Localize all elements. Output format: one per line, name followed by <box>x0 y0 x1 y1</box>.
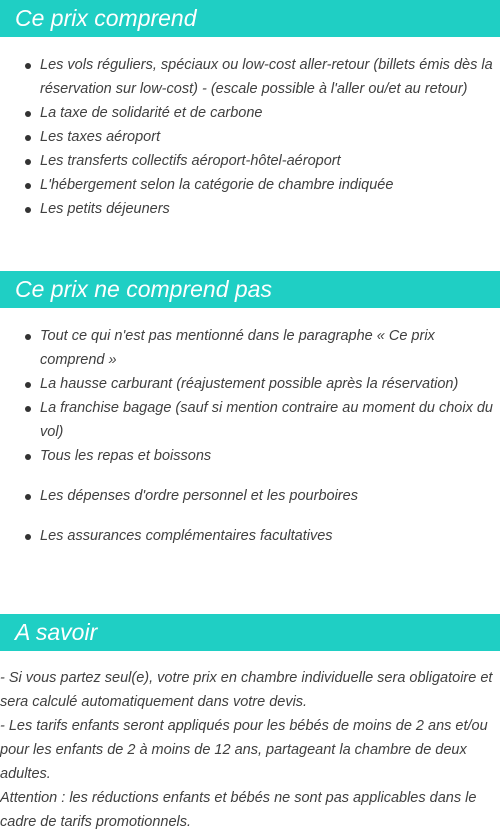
list-item: Les assurances complémentaires facultatives <box>0 524 500 548</box>
bullet-icon <box>25 534 31 540</box>
list-item: Les dépenses d'ordre personnel et les pourboires <box>0 484 500 508</box>
bullet-icon <box>25 63 31 69</box>
section-header-excludes: Ce prix ne comprend pas <box>0 271 500 308</box>
bullet-icon <box>25 207 31 213</box>
list-item: La taxe de solidarité et de carbone <box>0 101 500 125</box>
bullet-icon <box>25 135 31 141</box>
list-item: Tous les repas et boissons <box>0 444 500 468</box>
list-item: La franchise bagage (sauf si mention contraire au moment du choix du vol) <box>0 396 500 444</box>
info-line: - Les tarifs enfants seront appliqués pour les bébés de moins de 2 ans et/ou pour les enfants de 2 à moins de 12 ans, partageant la chambre de deux adultes. <box>0 718 488 782</box>
list-item: Les petits déjeuners <box>0 197 500 221</box>
list-item: Les taxes aéroport <box>0 125 500 149</box>
list-item: La hausse carburant (réajustement possible après la réservation) <box>0 372 500 396</box>
bullet-icon <box>25 183 31 189</box>
list-item: Tout ce qui n'est pas mentionné dans le paragraphe « Ce prix comprend » <box>0 324 500 372</box>
section-header-includes: Ce prix comprend <box>0 0 500 37</box>
bullet-icon <box>25 454 31 460</box>
list-item: Les transferts collectifs aéroport-hôtel-aéroport <box>0 149 500 173</box>
list-item: L'hébergement selon la catégorie de chambre indiquée <box>0 173 500 197</box>
bullet-icon <box>25 406 31 412</box>
section-header-info: A savoir <box>0 614 500 651</box>
info-line: - Si vous partez seul(e), votre prix en chambre individuelle sera obligatoire et sera calculé automatiquement dans votre devis. <box>0 670 493 710</box>
excludes-list <box>0 324 500 548</box>
bullet-icon <box>25 494 31 500</box>
bullet-icon <box>25 111 31 117</box>
bullet-icon <box>25 159 31 165</box>
info-line: Attention : les réductions enfants et bébés ne sont pas applicables dans le cadre de tarifs promotionnels. <box>0 790 477 830</box>
list-item: Les vols réguliers, spéciaux ou low-cost aller-retour (billets émis dès la réservation sur low-cost) - (escale possible à l'aller ou/et au retour) <box>0 53 500 101</box>
bullet-icon <box>25 382 31 388</box>
bullet-icon <box>25 334 31 340</box>
info-paragraph <box>0 666 500 834</box>
includes-list <box>0 53 500 221</box>
